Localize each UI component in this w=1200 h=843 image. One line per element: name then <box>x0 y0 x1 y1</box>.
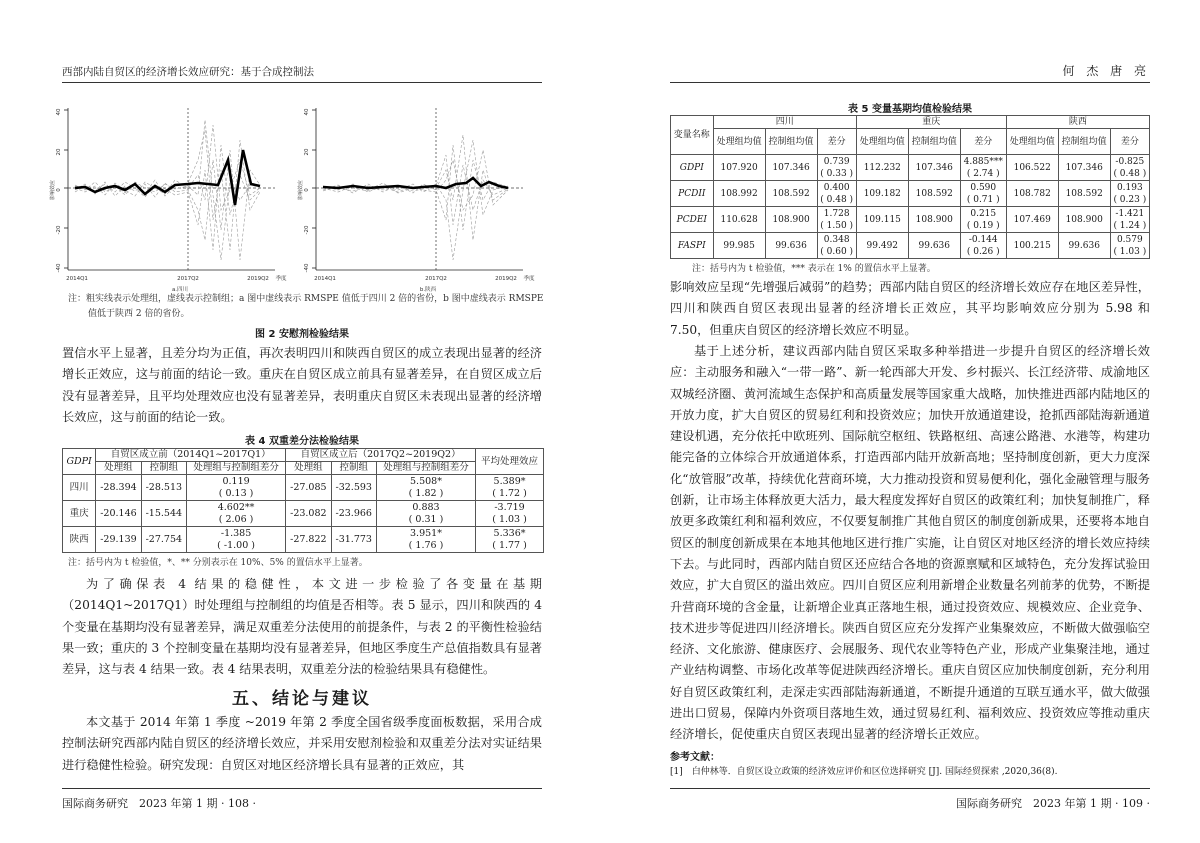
cell <box>376 501 475 527</box>
col-ctrl-mean: 控制组均值 <box>765 129 817 155</box>
col-treat-mean: 处理组均值 <box>713 129 765 155</box>
x-axis-label: 季度 <box>523 276 535 282</box>
cell-value: 4.602** <box>217 501 255 513</box>
cell: 99.636 <box>765 233 817 259</box>
cell <box>376 475 475 501</box>
cell: -15.544 <box>141 501 186 527</box>
cell-se: ( -1.00 ) <box>217 539 255 551</box>
cell-value: 0.348 <box>823 234 850 245</box>
y-axis-label: 影响效应 <box>50 179 56 201</box>
col-treat-mean: 处理组均值 <box>856 129 908 155</box>
section-heading: 五、结论与建议 <box>232 689 372 709</box>
region-header-shaanxi: 陕西 <box>1006 116 1149 129</box>
table4-pre-header: 自贸区成立前（2014Q1~2017Q1） <box>96 449 286 462</box>
body-paragraph-3: 本文基于 2014 年第 1 季度 ~2019 年第 2 季度全国省级季度面板数据，采用合成控制法研究西部内陆自贸区的经济增长效应，并采用安慰剂检验和双重差分法对实证结果进行稳健性检验。研究发现：自贸区对地区经济增长具有显著的正效应，其 <box>62 715 542 772</box>
left-page <box>0 0 596 843</box>
right-page <box>604 0 1200 843</box>
running-head-right: 何 杰 唐 亮 <box>1062 64 1150 78</box>
cell-value: 0.119 <box>222 475 250 487</box>
y-tick-40: 40 <box>304 108 310 116</box>
footer-rule-left <box>62 788 542 789</box>
row-label: 陕西 <box>63 527 96 553</box>
placebo-chart-sichuan <box>50 100 300 295</box>
cell: 110.628 <box>713 207 765 233</box>
col-diff: 差分 <box>817 129 856 155</box>
cell-value: 1.728 <box>823 208 850 219</box>
y-tick-minus20: -20 <box>56 225 62 235</box>
x-axis-label: 季度 <box>275 276 287 282</box>
cell-se: ( 2.74 ) <box>966 168 1000 179</box>
cell: -27.822 <box>286 527 331 553</box>
body-paragraph-1: 置信水平上显著，且差分均为正值，再次表明四川和陕西自贸区的成立表现出显著的经济增长正效应，这与前面的结论一致。重庆在自贸区成立前具有显著差异，在自贸区成立后没有显著差异，且平均处理效应也没有显著差异，表明重庆自贸区未表现出显著的经济增长效应，这与前面的结论一致。 <box>62 346 542 424</box>
cell <box>1110 181 1149 207</box>
y-tick-minus20: -20 <box>304 225 310 235</box>
cell-value: -1.421 <box>1115 208 1145 219</box>
cell: -31.773 <box>331 527 376 553</box>
cell <box>187 475 286 501</box>
cell <box>960 233 1006 259</box>
cell-value: 5.389* <box>493 475 526 487</box>
y-axis-label: 影响效应 <box>298 179 304 201</box>
x-tick-2019q2: 2019Q2 <box>247 276 269 282</box>
cell <box>960 155 1006 181</box>
col-ctrl-mean: 控制组均值 <box>908 129 960 155</box>
cell-value: -3.719 <box>494 501 525 513</box>
cell-value: -0.825 <box>1115 156 1145 167</box>
x-tick-2019q2: 2019Q2 <box>495 276 517 282</box>
y-tick-20: 20 <box>56 148 62 156</box>
cell: 108.782 <box>1006 181 1058 207</box>
table4-col-diff: 处理组与控制组差分 <box>187 462 286 475</box>
panel-label-a: a.四川 <box>171 287 189 293</box>
cell: 108.592 <box>1058 181 1110 207</box>
cell <box>1110 233 1149 259</box>
cell-value: -1.385 <box>220 527 252 539</box>
cell: 109.182 <box>856 181 908 207</box>
table-row <box>671 155 1150 181</box>
table4-post-header: 自贸区成立后（2017Q2~2019Q2） <box>286 449 476 462</box>
header-rule-left <box>62 82 542 83</box>
cell <box>476 501 544 527</box>
table5-caption: 表 5 变量基期均值检验结果 <box>848 104 972 115</box>
table5 <box>670 115 1150 259</box>
cell <box>187 527 286 553</box>
table4 <box>62 448 544 553</box>
cell <box>1110 155 1149 181</box>
x-tick-2017q2: 2017Q2 <box>177 276 199 282</box>
cell: -29.139 <box>96 527 141 553</box>
cell <box>476 475 544 501</box>
cell-value: 5.336* <box>493 527 526 539</box>
table5-note: 注：括号内为 t 检验值，*** 表示在 1% 的置信水平上显著。 <box>692 264 936 274</box>
cell-se: ( 2.06 ) <box>218 513 254 525</box>
cell-se: ( 1.76 ) <box>408 539 444 551</box>
table4-col-ctrl: 控制组 <box>331 462 376 475</box>
cell-se: ( 0.60 ) <box>820 246 854 257</box>
page-footer-left: 国际商务研究 2023 年第 1 期 · 108 · <box>62 797 256 810</box>
table-row <box>671 181 1150 207</box>
cell: 99.985 <box>713 233 765 259</box>
row-label: 四川 <box>63 475 96 501</box>
table4-caption: 表 4 双重差分法检验结果 <box>245 436 359 447</box>
y-tick-20: 20 <box>304 148 310 156</box>
cell-se: ( 1.03 ) <box>1113 246 1147 257</box>
cell <box>476 527 544 553</box>
cell: 107.920 <box>713 155 765 181</box>
cell-value: 4.885*** <box>963 156 1003 167</box>
cell-se: ( 0.33 ) <box>820 168 854 179</box>
body-paragraph-2: 为了确保表 4 结果的稳健性，本文进一步检验了各变量在基期（2014Q1~2017Q1）时处理组与控制组的均值是否相等。表 5 显示，四川和陕西的 4 个变量在基期均没有显著差异，满足双重差分法使用的前提条件，与表 2 的平衡性检验结果一致；重庆的 3 个控制变量在基期均没有显著差异，但地区季度生产总值指数具有显著差异，这与表 4 结果一致。表 4 结果表明，双重差分法的检验结果具有稳健性。 <box>62 577 542 677</box>
cell: 108.592 <box>908 181 960 207</box>
y-tick-0: 0 <box>304 188 310 192</box>
cell <box>376 527 475 553</box>
cell-se: ( 1.03 ) <box>492 513 527 525</box>
col-diff: 差分 <box>1110 129 1149 155</box>
panel-label-b: b.陕西 <box>419 287 437 293</box>
cell: -23.966 <box>331 501 376 527</box>
cell: 108.900 <box>1058 207 1110 233</box>
x-tick-2014q1: 2014Q1 <box>66 276 88 282</box>
running-head-left: 西部内陆自贸区的经济增长效应研究：基于合成控制法 <box>62 66 314 78</box>
body-paragraph-r1: 影响效应呈现“先增强后减弱”的趋势；西部内陆自贸区的经济增长效应存在地区差异性，四川和陕西自贸区表现出显著的经济增长正效应，其平均影响效应分别为 5.98 和 7.50，但重庆自贸区的经济增长效应不明显。 <box>670 280 1150 337</box>
header-rule-right <box>670 82 1150 83</box>
table-row <box>63 475 544 501</box>
y-tick-minus40: -40 <box>56 263 62 273</box>
page-footer-right: 国际商务研究 2023 年第 1 期 · 109 · <box>956 797 1150 810</box>
cell: 107.346 <box>765 155 817 181</box>
cell <box>1110 207 1149 233</box>
cell-value: 0.739 <box>823 156 850 167</box>
table-row <box>671 207 1150 233</box>
reference-item: [1] 白仲林等．自贸区设立政策的经济效应评价和区位选择研究 [J]. 国际经贸探索 ,2020,36(8). <box>670 767 1058 777</box>
cell: 99.492 <box>856 233 908 259</box>
y-tick-40: 40 <box>56 108 62 116</box>
cell-value: 0.193 <box>1116 182 1143 193</box>
table-row <box>63 527 544 553</box>
cell-se: ( 0.71 ) <box>966 194 1000 205</box>
cell-se: ( 0.48 ) <box>1113 168 1147 179</box>
table4-col-ctrl: 控制组 <box>141 462 186 475</box>
body-paragraph-r2: 基于上述分析，建议西部内陆自贸区采取多种举措进一步提升自贸区的经济增长效应：主动服务和融入“一带一路”、新一轮西部大开发、乡村振兴、长江经济带、成渝地区双城经济圈、黄河流域生态保护和高质量发展等国家重大战略，加快推进西部内陆地区的开放力度，扩大自贸区的贸易红利和投资效应；加快开放通道建设，抢抓西部陆海新通道建设机遇，充分依托中欧班列、国际航空枢纽、铁路枢纽、高速公路港、水港等，构建功能完备的立体综合开放通道体系，打造西部内陆开放新高地；坚持制度创新，更大力度深化“放管服”改革，持续优化营商环境，大力推动投资和贸易便利化，强化金融管理与服务创新，让市场主体释放更大活力，最大程度发挥好自贸区的政策红利；加快复制推广，释放更多政策红利和福利效应，不仅要复制推广其他自贸区的制度创新成果，还要将本地自贸区的制度创新成果在本地其他地区进行推广实施，让自贸区对地区经济的增长效应持续下去。与此同时，西部内陆自贸区还应结合各地的资源禀赋和区域特色，充分发挥试验田效应，扩大自贸区的溢出效应。四川自贸区应利用新增企业数量名列前茅的优势，不断提升营商环境的含金量，让新增企业真正落地生根，通过投资效应、规模效应、企业竞争、技术进步等促进四川经济增长。陕西自贸区应充分发挥产业集聚效应，不断做大做强临空经济、文化旅游、健康医疗、会展服务、现代农业等特色产业，形成产业集聚洼地，通过产业结构调整、市场化改革等促进陕西经济增长。重庆自贸区应加快制度创新，充分利用好自贸区政策红利，走深走实西部陆海新通道，不断提升通道的互联互通水平，做大做强进出口贸易，保障内外资项目落地生效，通过贸易红利、福利效应、投资效应等推动重庆经济增长，促使重庆自贸区表现出显著的经济增长正效应。 <box>670 344 1150 742</box>
cell-se: ( 0.23 ) <box>1113 194 1147 205</box>
table-row <box>63 501 544 527</box>
references-title: 参考文献： <box>670 752 720 763</box>
col-ctrl-mean: 控制组均值 <box>1058 129 1110 155</box>
row-label: FASPI <box>671 233 714 259</box>
col-treat-mean: 处理组均值 <box>1006 129 1058 155</box>
table4-col-diff: 处理组与控制组差分 <box>376 462 475 475</box>
cell-value: -0.144 <box>968 234 998 245</box>
col-diff: 差分 <box>960 129 1006 155</box>
cell <box>817 233 856 259</box>
cell: 107.346 <box>1058 155 1110 181</box>
cell <box>817 155 856 181</box>
cell-se: ( 0.26 ) <box>966 246 1000 257</box>
cell: -20.146 <box>96 501 141 527</box>
table4-corner: GDPI <box>63 449 96 475</box>
cell-se: ( 1.77 ) <box>492 539 527 551</box>
cell: 108.900 <box>908 207 960 233</box>
cell: -27.754 <box>141 527 186 553</box>
cell-value: 3.951* <box>410 527 442 539</box>
cell-value: 5.508* <box>410 475 442 487</box>
table4-col-treat: 处理组 <box>96 462 141 475</box>
figure-note: 注：粗实线表示处理组，虚线表示控制组；a 图中虚线表示 RMSPE 值低于四川 2 倍的省份，b 图中虚线表示 RMSPE 值低于陕西 2 倍的省份。 <box>68 294 544 319</box>
cell-se: ( 1.72 ) <box>492 487 527 499</box>
cell: -32.593 <box>331 475 376 501</box>
cell: 107.469 <box>1006 207 1058 233</box>
cell <box>817 181 856 207</box>
cell: 99.636 <box>1058 233 1110 259</box>
x-tick-2014q1: 2014Q1 <box>314 276 336 282</box>
cell-se: ( 0.13 ) <box>218 487 254 499</box>
cell-se: ( 1.50 ) <box>820 220 854 231</box>
table4-col-treat: 处理组 <box>286 462 331 475</box>
cell <box>187 501 286 527</box>
table-row <box>671 233 1150 259</box>
table4-note: 注：括号内为 t 检验值，*、** 分别表示在 10%、5% 的置信水平上显著。 <box>68 558 368 568</box>
footer-rule-right <box>670 788 1150 789</box>
region-header-chongqing: 重庆 <box>856 116 1006 129</box>
row-label: PCDII <box>671 181 714 207</box>
cell: 108.900 <box>765 207 817 233</box>
cell-value: 0.579 <box>1116 234 1143 245</box>
cell-value: 0.590 <box>970 182 997 193</box>
cell: 109.115 <box>856 207 908 233</box>
y-tick-minus40: -40 <box>304 263 310 273</box>
cell-se: ( 1.24 ) <box>1113 220 1147 231</box>
figure-caption: 图 2 安慰剂检验结果 <box>255 329 349 340</box>
row-label: GDPI <box>671 155 714 181</box>
cell <box>817 207 856 233</box>
row-label: 重庆 <box>63 501 96 527</box>
row-label: PCDEI <box>671 207 714 233</box>
cell: -28.394 <box>96 475 141 501</box>
x-tick-2017q2: 2017Q2 <box>425 276 447 282</box>
table5-corner: 变量名称 <box>671 116 714 155</box>
y-tick-0: 0 <box>56 188 62 192</box>
cell: -27.085 <box>286 475 331 501</box>
cell: 108.592 <box>765 181 817 207</box>
cell-value: 0.215 <box>970 208 997 219</box>
cell-value: 0.400 <box>823 182 850 193</box>
region-header-sichuan: 四川 <box>713 116 856 129</box>
cell: -23.082 <box>286 501 331 527</box>
cell: -28.513 <box>141 475 186 501</box>
cell-se: ( 0.48 ) <box>820 194 854 205</box>
cell: 99.636 <box>908 233 960 259</box>
cell-se: ( 0.19 ) <box>966 220 1000 231</box>
cell-se: ( 0.31 ) <box>408 513 444 525</box>
cell-value: 0.883 <box>412 501 440 513</box>
cell: 106.522 <box>1006 155 1058 181</box>
cell: 108.992 <box>713 181 765 207</box>
cell <box>960 207 1006 233</box>
cell <box>960 181 1006 207</box>
cell: 100.215 <box>1006 233 1058 259</box>
cell: 112.232 <box>856 155 908 181</box>
cell-se: ( 1.82 ) <box>408 487 444 499</box>
table4-avg-header: 平均处理效应 <box>476 449 544 475</box>
cell: 107.346 <box>908 155 960 181</box>
placebo-chart-shaanxi <box>298 100 548 295</box>
